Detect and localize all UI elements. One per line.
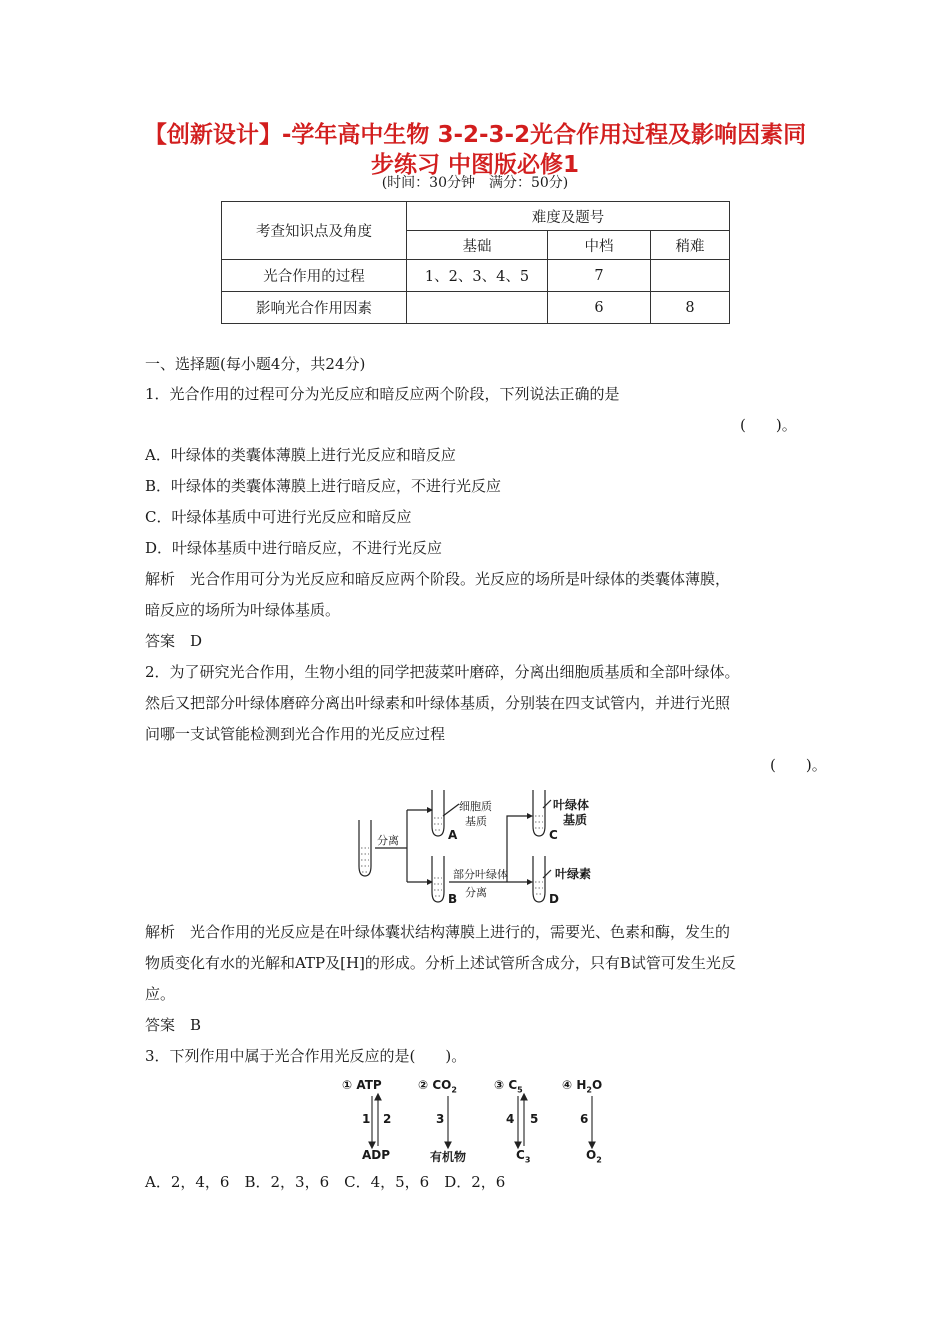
q1-answer-paren: ( )。 xyxy=(740,416,797,434)
reaction-product-4: $O_2$ xyxy=(586,1148,602,1165)
q1-option-c: C．叶绿体基质中可进行光反应和暗反应 xyxy=(145,508,412,526)
table-row xyxy=(222,260,730,292)
reaction-item-3: ③ $C_5$ xyxy=(494,1078,523,1095)
table-cell-hard: 8 xyxy=(651,292,730,324)
q1-answer: 答案 D xyxy=(145,632,203,650)
q2-answer: 答案 B xyxy=(145,1016,202,1034)
arrow-label-2: 2 xyxy=(383,1112,392,1126)
table-cell-hard xyxy=(651,260,730,292)
q2-stem-line-3: 问哪一支试管能检测到光合作用的光反应过程 xyxy=(145,725,446,743)
table-cell-topic: 光合作用的过程 xyxy=(222,260,407,292)
section-heading: 一、选择题(每小题4分，共24分) xyxy=(145,355,366,373)
q2-stem-line-1: 2．为了研究光合作用，生物小组的同学把菠菜叶磨碎，分离出细胞质基质和全部叶绿体。 xyxy=(145,663,740,681)
fig-label-tube-c: C xyxy=(549,828,558,842)
fig-label-separate-1: 分离 xyxy=(377,834,399,847)
fig-label-tube-d: D xyxy=(549,892,559,906)
q2-stem-line-2: 然后又把部分叶绿体磨碎分离出叶绿素和叶绿体基质，分别装在四支试管内，并进行光照 xyxy=(145,694,731,712)
q1-option-d: D．叶绿体基质中进行暗反应，不进行光反应 xyxy=(145,539,443,557)
table-cell-topic: 影响光合作用因素 xyxy=(222,292,407,324)
q2-analysis-line-1: 解析 光合作用的光反应是在叶绿体囊状结构薄膜上进行的，需要光、色素和酶，发生的 xyxy=(145,923,731,941)
q3-options: A．2，4，6 B．2，3，6 C．4，5，6 D．2，6 xyxy=(145,1173,506,1191)
reaction-product-1: ADP xyxy=(362,1148,391,1162)
knowledge-table xyxy=(221,201,730,324)
table-cell-basic xyxy=(407,292,548,324)
reaction-item-2: ② $CO_2$ xyxy=(418,1078,457,1095)
arrow-label-1: 1 xyxy=(362,1112,371,1126)
table-header-mid: 中档 xyxy=(548,231,651,260)
fig-label-tube-b: B xyxy=(448,892,458,906)
fig-label-tube-a: A xyxy=(448,828,458,842)
q1-analysis-line-2: 暗反应的场所为叶绿体基质。 xyxy=(145,601,341,619)
q3-stem: 3．下列作用中属于光合作用光反应的是( )。 xyxy=(145,1047,467,1065)
fig-label-cytoplasm-1: 细胞质 xyxy=(459,800,492,813)
table-header-topic: 考查知识点及角度 xyxy=(222,202,407,260)
arrow-label-5: 5 xyxy=(530,1112,539,1126)
fig-label-stroma-2: 基质 xyxy=(563,813,588,827)
reaction-item-1: ① ATP xyxy=(342,1078,382,1092)
arrow-label-4: 4 xyxy=(506,1112,515,1126)
arrow-label-3: 3 xyxy=(436,1112,445,1126)
fig-label-stroma-1: 叶绿体 xyxy=(553,798,590,812)
table-row xyxy=(222,292,730,324)
title-line-2: 步练习 中图版必修1 xyxy=(370,152,579,178)
table-header-difficulty: 难度及题号 xyxy=(407,202,730,231)
reaction-product-2: 有机物 xyxy=(430,1150,467,1164)
table-cell-basic: 1、2、3、4、5 xyxy=(407,260,548,292)
table-cell-mid: 6 xyxy=(548,292,651,324)
q1-analysis-line-1: 解析 光合作用可分为光反应和暗反应两个阶段。光反应的场所是叶绿体的类囊体薄膜， xyxy=(145,570,731,588)
document-title xyxy=(100,120,850,180)
q2-answer-paren: ( )。 xyxy=(770,756,827,774)
q1-option-b: B．叶绿体的类囊体薄膜上进行暗反应，不进行光反应 xyxy=(145,477,502,495)
fig-label-cytoplasm-2: 基质 xyxy=(465,815,487,828)
reaction-item-4: ④ $H_2O$ xyxy=(562,1078,603,1095)
table-header-basic: 基础 xyxy=(407,231,548,260)
q1-option-a: A．叶绿体的类囊体薄膜上进行光反应和暗反应 xyxy=(145,446,456,464)
title-line-1: 【创新设计】-学年高中生物 3-2-3-2光合作用过程及影响因素同 xyxy=(143,122,807,148)
reaction-figure xyxy=(340,1076,610,1166)
reaction-product-3: $C_3$ xyxy=(516,1148,531,1165)
fig-label-chlorophyll: 叶绿素 xyxy=(555,867,592,881)
q1-stem: 1．光合作用的过程可分为光反应和暗反应两个阶段，下列说法正确的是 xyxy=(145,385,620,403)
arrow-label-6: 6 xyxy=(580,1112,589,1126)
q2-analysis-line-2: 物质变化有水的光解和ATP及[H]的形成。分析上述试管所含成分，只有B试管可发生光反 xyxy=(145,954,736,972)
table-cell-mid: 7 xyxy=(548,260,651,292)
time-and-score: (时间：30分钟 满分：50分) xyxy=(381,175,569,191)
q2-analysis-line-3: 应。 xyxy=(145,985,176,1003)
fig-label-separate-2: 分离 xyxy=(465,886,487,899)
test-tube-figure xyxy=(355,786,615,910)
fig-label-partial-chloroplast: 部分叶绿体 xyxy=(453,868,508,881)
table-header-hard: 稍难 xyxy=(651,231,730,260)
